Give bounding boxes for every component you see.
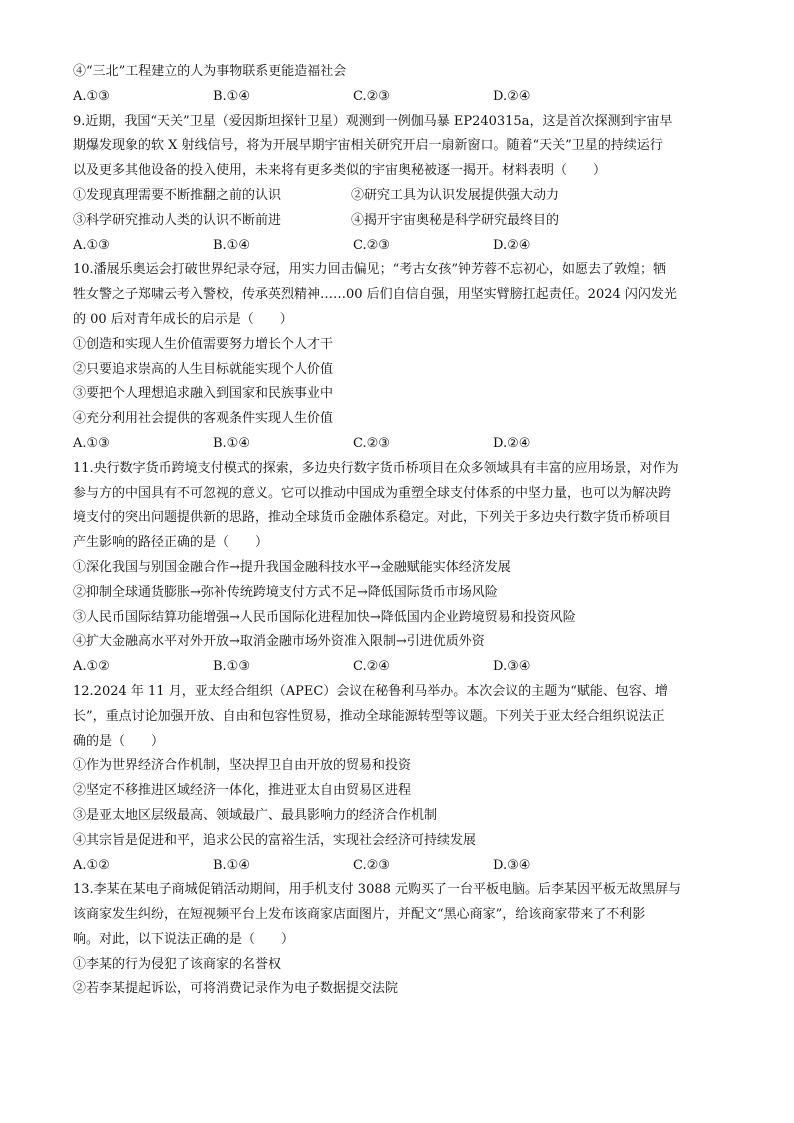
q10-statement-3: ③要把个人理想追求融入到国家和民族事业中 <box>73 386 334 402</box>
q12-stem-line-1: 12.2024 年 11 月，亚太经合组织（APEC）会议在秘鲁利马举办。本次会议的主题为“赋能、包容、增 <box>73 683 668 699</box>
q8-option-d: D.②④ <box>493 88 531 104</box>
q12-option-c: C.②③ <box>353 857 390 873</box>
q10-stem-line-3: 的 00 后对青年成长的启示是（ ） <box>73 311 293 327</box>
q12-statement-4: ④其宗旨是促进和平，追求公民的富裕生活，实现社会经济可持续发展 <box>73 832 477 848</box>
q13-stem-line-3: 响。对此，以下说法正确的是（ ） <box>73 931 295 947</box>
q12-stem-line-3: 确的是（ ） <box>73 733 165 749</box>
q10-options <box>73 432 723 457</box>
q9-statement-3: ③科学研究推动人类的认识不断前进 <box>73 212 282 228</box>
q12-statement-1: ①作为世界经济合作机制，坚决捍卫自由开放的贸易和投资 <box>73 758 412 774</box>
q8-option-b: B.①④ <box>213 88 250 104</box>
q11-option-d: D.③④ <box>493 659 531 675</box>
q10-stem-line-2: 牲女警之子郑啸云考入警校，传承英烈精神……00 后们自信自强，用坚实臂膀扛起责任。2024 闪闪发光 <box>73 287 677 303</box>
q11-statement-2: ②抑制全球通货膨胀→弥补传统跨境支付方式不足→降低国际货币市场风险 <box>73 584 498 600</box>
q9-statement-1: ①发现真理需要不断推翻之前的认识 <box>73 187 282 203</box>
q13-statement-1: ①李某的行为侵犯了该商家的名誉权 <box>73 956 282 972</box>
q10-option-b: B.①④ <box>213 435 250 451</box>
q10-statement-4: ④充分利用社会提供的客观条件实现人生价值 <box>73 411 334 427</box>
q13-statement-2: ②若李某提起诉讼，可将消费记录作为电子数据提交法院 <box>73 981 399 997</box>
q9-statement-2: ②研究工具为认识发展提供强大动力 <box>351 187 560 203</box>
q8-option-a: A.①③ <box>73 88 110 104</box>
q13-stem-line-2: 该商家发生纠纷，在短视频平台上发布该商家店面图片，并配文“黑心商家”，给该商家带来了不利影 <box>73 907 646 923</box>
q8-option-c: C.②③ <box>353 88 390 104</box>
q12-options <box>73 854 723 879</box>
q11-stem-line-1: 11.央行数字货币跨境支付模式的探索，多边央行数字货币桥项目在众多领域具有丰富的应用场景，对作为 <box>73 460 679 476</box>
q8-statement-4: ④“三北”工程建立的人为事物联系更能造福社会 <box>73 64 347 79</box>
q13-stem-line-1: 13.李某在某电子商城促销活动期间，用手机支付 3088 元购买了一台平板电脑。后李某因平板无故黑屏与 <box>73 882 682 898</box>
question-12 <box>73 680 723 878</box>
q10-statement-1: ①创造和实现人生价值需要努力增长个人才干 <box>73 336 334 352</box>
page-content <box>73 60 723 1002</box>
q9-stem-line-2: 期爆发现象的软 X 射线信号，将为开展早期宇宙相关研究开启一扇新窗口。随着“天关”卫星的持续运行 <box>73 138 663 154</box>
q9-options <box>73 234 723 259</box>
q12-statement-3: ③是亚太地区层级最高、领域最广、最具影响力的经济合作机制 <box>73 807 438 823</box>
q9-option-c: C.②③ <box>353 237 390 253</box>
q10-option-d: D.②④ <box>493 435 531 451</box>
q10-option-a: A.①③ <box>73 435 110 451</box>
q12-option-b: B.①④ <box>213 857 250 873</box>
q12-option-a: A.①② <box>73 857 110 873</box>
question-13 <box>73 878 723 1002</box>
q11-stem-line-4: 产生影响的路径正确的是（ ） <box>73 535 269 551</box>
q11-statement-3: ③人民币国际结算功能增强→人民币国际化进程加快→降低国内企业跨境贸易和投资风险 <box>73 609 576 625</box>
q9-option-b: B.①④ <box>213 237 250 253</box>
q9-statement-row-2 <box>73 209 723 234</box>
q11-options <box>73 655 723 680</box>
q11-option-c: C.②④ <box>353 659 390 675</box>
q11-stem-line-3: 境支付的突出问题提供新的思路，推动全球货币金融体系稳定。对此，下列关于多边央行数字货币桥项目 <box>73 510 672 526</box>
q9-stem-line-1: 9.近期，我国“天关”卫星（爱因斯坦探针卫星）观测到一例伽马暴 EP240315a，这是首次探测到宇宙早 <box>73 113 673 129</box>
q10-stem-line-1: 10.潘展乐奥运会打破世界纪录夺冠，用实力回击偏见；“考古女孩”钟芳蓉不忘初心，如愿去了敦煌；牺 <box>73 262 666 278</box>
q9-option-a: A.①③ <box>73 237 110 253</box>
q9-statement-row-1 <box>73 184 723 209</box>
q11-statement-4: ④扩大金融高水平对外开放→取消金融市场外资准入限制→引进优质外资 <box>73 634 485 650</box>
question-9 <box>73 110 723 259</box>
q9-option-d: D.②④ <box>493 237 531 253</box>
q12-statement-2: ②坚定不移推进区域经济一体化，推进亚太自由贸易区进程 <box>73 783 412 799</box>
q11-statement-1: ①深化我国与别国金融合作→提升我国金融科技水平→金融赋能实体经济发展 <box>73 559 511 575</box>
q11-stem-line-2: 参与方的中国具有不可忽视的意义。它可以推动中国成为重塑全球支付体系的中坚力量，也可以为解决跨 <box>73 485 672 501</box>
q8-options <box>73 85 723 110</box>
q9-statement-4: ④揭开宇宙奥秘是科学研究最终目的 <box>351 212 560 228</box>
question-10 <box>73 258 723 456</box>
q12-stem-line-2: 长”，重点讨论加强开放、自由和包容性贸易，推动全球能源转型等议题。下列关于亚太经合组织说法正 <box>73 708 665 724</box>
q9-stem-line-3: 以及更多其他设备的投入使用，未来将有更多类似的宇宙奥秘被逐一揭开。材料表明（ ） <box>73 163 607 179</box>
q11-option-a: A.①② <box>73 659 110 675</box>
q12-option-d: D.③④ <box>493 857 531 873</box>
q11-option-b: B.①③ <box>213 659 250 675</box>
question-11 <box>73 457 723 680</box>
q10-option-c: C.②③ <box>353 435 390 451</box>
q10-statement-2: ②只要追求崇高的人生目标就能实现个人价值 <box>73 361 334 377</box>
